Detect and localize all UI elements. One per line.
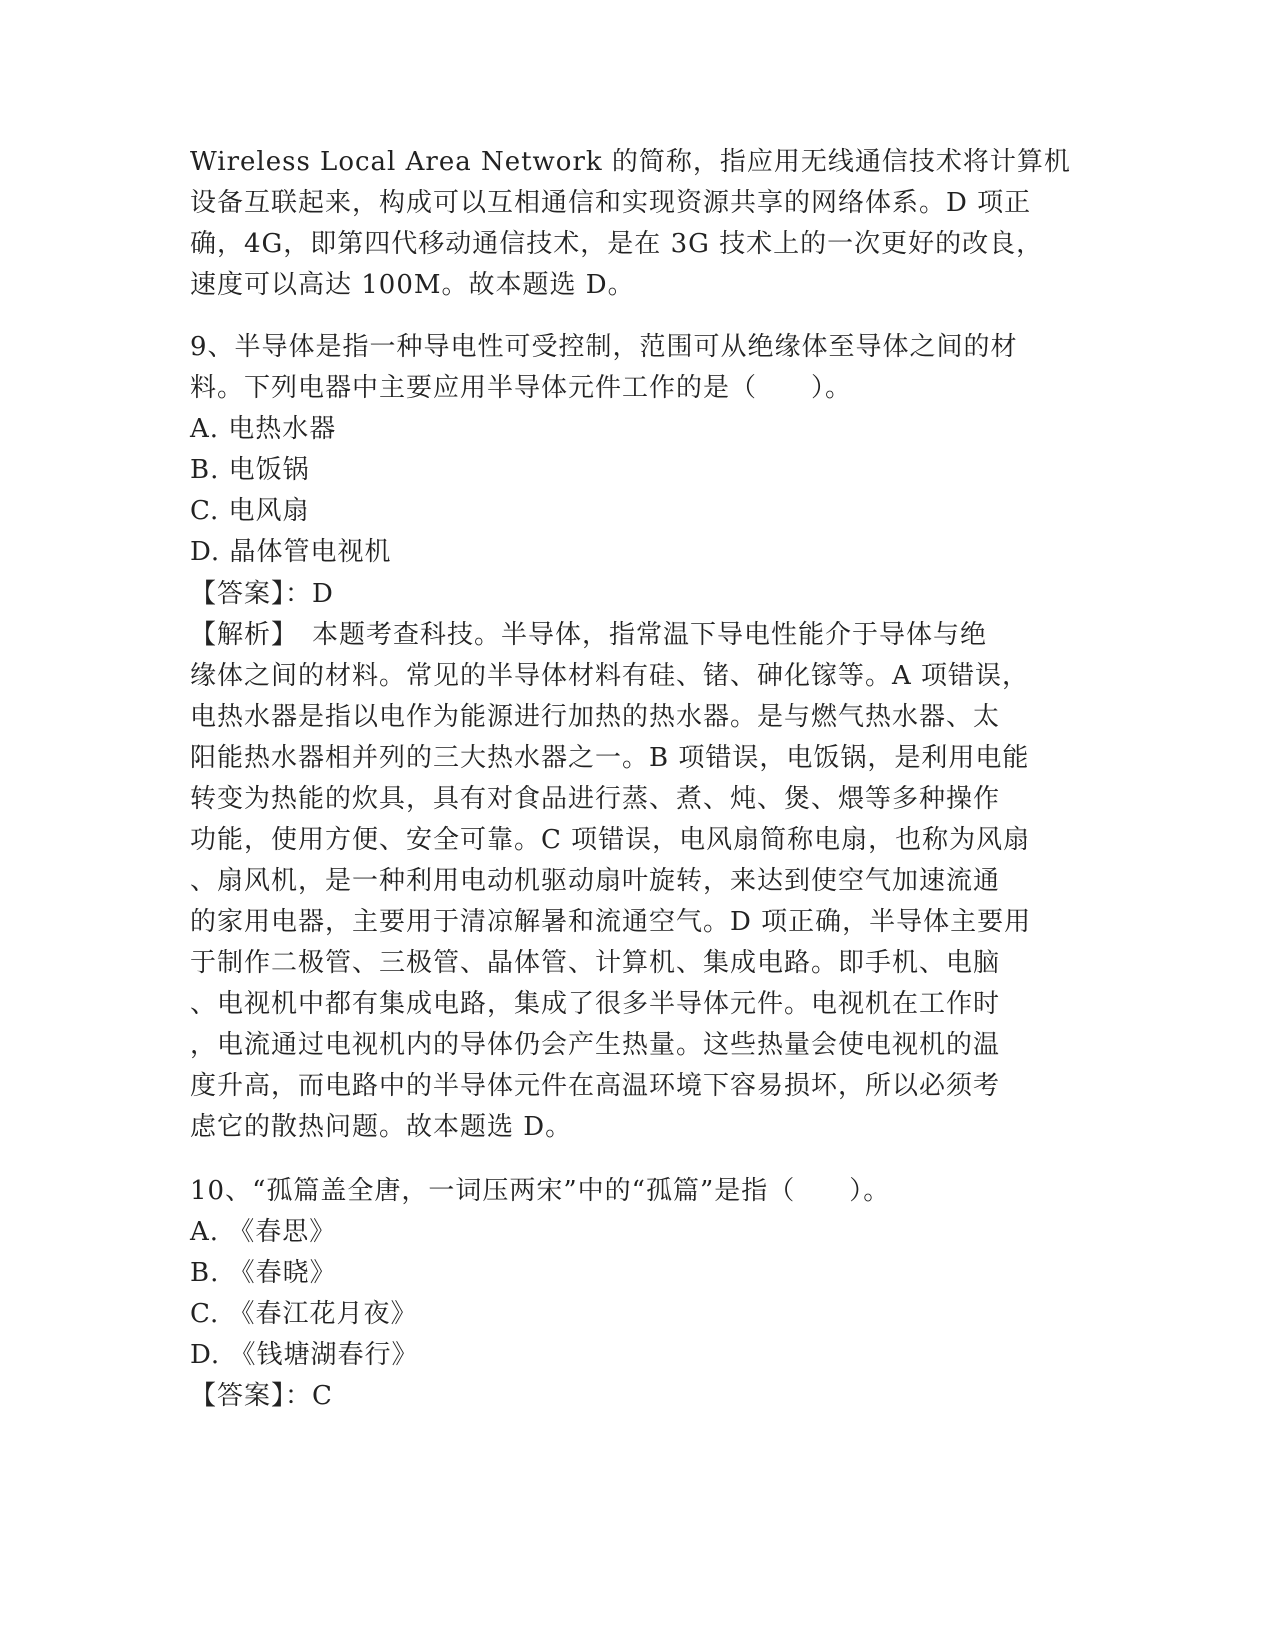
q9-explanation-line: 度升高，而电路中的半导体元件在高温环境下容易损坏，所以必须考 (190, 1071, 1001, 1101)
q9-answer: 【答案】：D (190, 579, 334, 609)
prev-explanation-line: 设备互联起来，构成可以互相通信和实现资源共享的网络体系。D 项正 (190, 188, 1032, 218)
q9-explanation-line: 缘体之间的材料。常见的半导体材料有硅、锗、砷化镓等。A 项错误， (190, 661, 1030, 691)
q9-explanation-line: 的家用电器，主要用于清凉解暑和流通空气。D 项正确，半导体主要用 (190, 907, 1032, 937)
q10-option-c: C. 《春江花月夜》 (190, 1299, 418, 1329)
q9-option-b: B. 电饭锅 (190, 455, 310, 485)
q9-explanation-line: 于制作二极管、三极管、晶体管、计算机、集成电路。即手机、电脑 (190, 948, 1001, 978)
q9-option-d: D. 晶体管电视机 (190, 537, 392, 567)
q10-answer: 【答案】：C (190, 1381, 333, 1411)
q9-explanation-line: 阳能热水器相并列的三大热水器之一。B 项错误，电饭锅，是利用电能 (190, 743, 1030, 773)
q9-explanation-line: 、扇风机，是一种利用电动机驱动扇叶旋转，来达到使空气加速流通 (190, 866, 1001, 896)
q9-explanation-line: 转变为热能的炊具，具有对食品进行蒸、煮、炖、煲、煨等多种操作 (190, 784, 1001, 814)
q10-option-d: D. 《钱塘湖春行》 (190, 1340, 419, 1370)
q10-option-b: B. 《春晓》 (190, 1258, 337, 1288)
prev-explanation-line: 速度可以高达 100M。故本题选 D。 (190, 270, 635, 300)
prev-explanation-line: Wireless Local Area Network 的简称，指应用无线通信技术将计算机 (190, 147, 1071, 177)
q9-option-c: C. 电风扇 (190, 496, 310, 526)
q9-stem-line: 料。下列电器中主要应用半导体元件工作的是（ ）。 (190, 373, 853, 403)
q9-stem-line: 9、半导体是指一种导电性可受控制，范围可从绝缘体至导体之间的材 (190, 332, 1018, 362)
prev-explanation-line: 确，4G，即第四代移动通信技术，是在 3G 技术上的一次更好的改良， (190, 229, 1044, 259)
q9-explanation-line: 【解析】 本题考查科技。半导体，指常温下导电性能介于导体与绝 (190, 620, 988, 650)
q10-option-a: A. 《春思》 (190, 1217, 337, 1247)
q9-option-a: A. 电热水器 (190, 414, 337, 444)
q9-explanation-line: 功能，使用方便、安全可靠。C 项错误，电风扇简称电扇，也称为风扇 (190, 825, 1031, 855)
q9-explanation-line: 电热水器是指以电作为能源进行加热的热水器。是与燃气热水器、太 (190, 702, 1001, 732)
q9-explanation-line: 、电视机中都有集成电路，集成了很多半导体元件。电视机在工作时 (190, 989, 1001, 1019)
q10-stem-line: 10、“孤篇盖全唐，一词压两宋”中的“孤篇”是指（ ）。 (190, 1176, 891, 1206)
q9-explanation-line: 虑它的散热问题。故本题选 D。 (190, 1112, 573, 1142)
q9-explanation-line: ，电流通过电视机内的导体仍会产生热量。这些热量会使电视机的温 (190, 1030, 1001, 1060)
